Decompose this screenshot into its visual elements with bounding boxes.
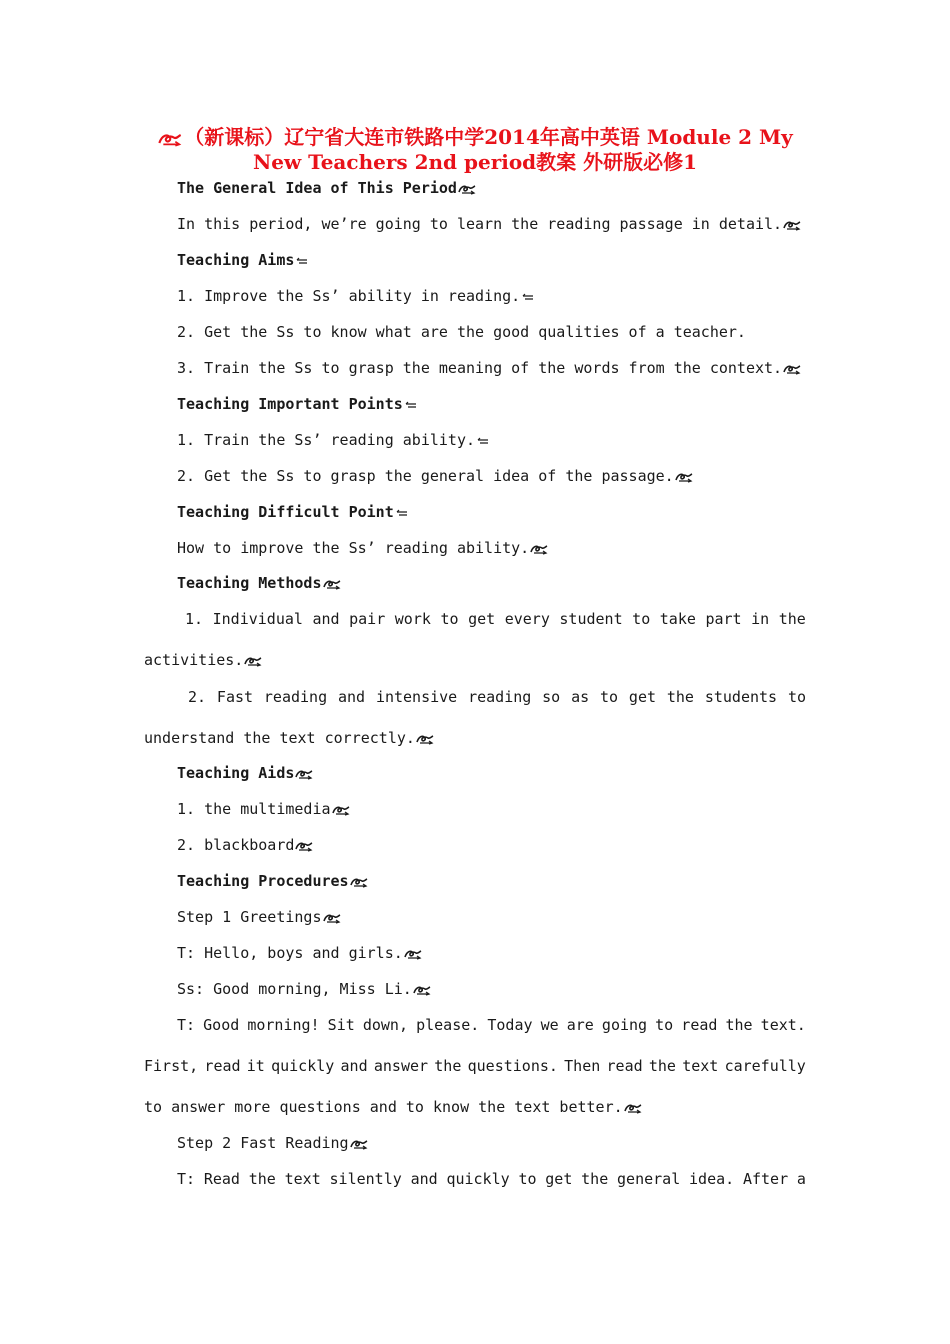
method-item-1-line-1: 1. Individual and pair work to get every student to take part in the — [185, 610, 806, 628]
line-break-mark-icon — [522, 293, 534, 301]
paragraph-mark-icon — [350, 876, 368, 888]
paragraph-mark-icon — [458, 183, 476, 195]
line-break-mark-icon — [477, 437, 489, 445]
paragraph-mark-icon — [624, 1102, 642, 1114]
line-break-mark-icon — [405, 401, 417, 409]
paragraph-mark-icon — [783, 219, 801, 231]
point-item: 2. Get the Ss to grasp the general idea of the passage. — [177, 466, 693, 486]
paragraph-mark-icon — [404, 948, 422, 960]
paragraph-mark-icon — [675, 471, 693, 483]
dialog-line: Ss: Good morning, Miss Li. — [177, 979, 431, 999]
teaching-methods-heading: Teaching Methods — [177, 573, 341, 593]
dialog-line: T: Hello, boys and girls. — [177, 943, 422, 963]
point-item: 1. Train the Ss’ reading ability. — [177, 430, 489, 450]
title-line-2 — [140, 150, 810, 174]
method-item-2-line-2: understand the text correctly. — [144, 728, 434, 748]
teacher-reading-instruction: T: Read the text silently and quickly to get the general idea. After a — [177, 1170, 806, 1188]
paragraph-mark-icon — [323, 578, 341, 590]
method-item-1-line-2: activities. — [144, 650, 262, 670]
aim-item: 1. Improve the Ss’ ability in reading. — [177, 286, 534, 306]
paragraph-mark-icon — [158, 131, 182, 147]
line-break-mark-icon — [396, 509, 408, 517]
method-item-2-line-1: 2. Fast reading and intensive reading so as to get the students to — [188, 688, 806, 706]
general-idea-text: In this period, we’re going to learn the reading passage in detail. — [177, 214, 801, 234]
title-text-2: New Teachers 2nd period教案 外研版必修1 — [252, 150, 698, 174]
paragraph-mark-icon — [416, 733, 434, 745]
paragraph-mark-icon — [323, 912, 341, 924]
difficult-point-text: How to improve the Ss’ reading ability. — [177, 538, 548, 558]
step-2-label: Step 2 Fast Reading — [177, 1133, 368, 1153]
important-points-heading: Teaching Important Points — [177, 394, 417, 414]
paragraph-mark-icon — [295, 768, 313, 780]
difficult-point-heading: Teaching Difficult Point — [177, 502, 408, 522]
aim-item: 3. Train the Ss to grasp the meaning of the words from the context. — [177, 358, 801, 378]
teaching-aims-heading: Teaching Aims — [177, 250, 308, 270]
teaching-aids-heading: Teaching Aids — [177, 763, 313, 783]
paragraph-mark-icon — [295, 840, 313, 852]
aid-item: 2. blackboard — [177, 835, 313, 855]
paragraph-mark-icon — [350, 1138, 368, 1150]
teacher-paragraph-line-2: First, read it quickly and answer the questions. Then read the text carefully — [144, 1057, 806, 1075]
paragraph-mark-icon — [332, 804, 350, 816]
paragraph-mark-icon — [530, 543, 548, 555]
paragraph-mark-icon — [244, 655, 262, 667]
paragraph-mark-icon — [783, 363, 801, 375]
general-idea-heading: The General Idea of This Period — [177, 178, 476, 198]
teaching-procedures-heading: Teaching Procedures — [177, 871, 368, 891]
step-1-label: Step 1 Greetings — [177, 907, 341, 927]
title-line-1 — [140, 125, 810, 149]
aid-item: 1. the multimedia — [177, 799, 350, 819]
teacher-paragraph-line-1: T: Good morning! Sit down, please. Today we are going to read the text. — [177, 1016, 806, 1034]
line-break-mark-icon — [296, 257, 308, 265]
teacher-paragraph-line-3: to answer more questions and to know the text better. — [144, 1097, 642, 1117]
title-text-1: （新课标）辽宁省大连市铁路中学2014年高中英语 Module 2 My — [184, 125, 793, 149]
paragraph-mark-icon — [413, 984, 431, 996]
aim-item: 2. Get the Ss to know what are the good qualities of a teacher. — [177, 323, 746, 341]
